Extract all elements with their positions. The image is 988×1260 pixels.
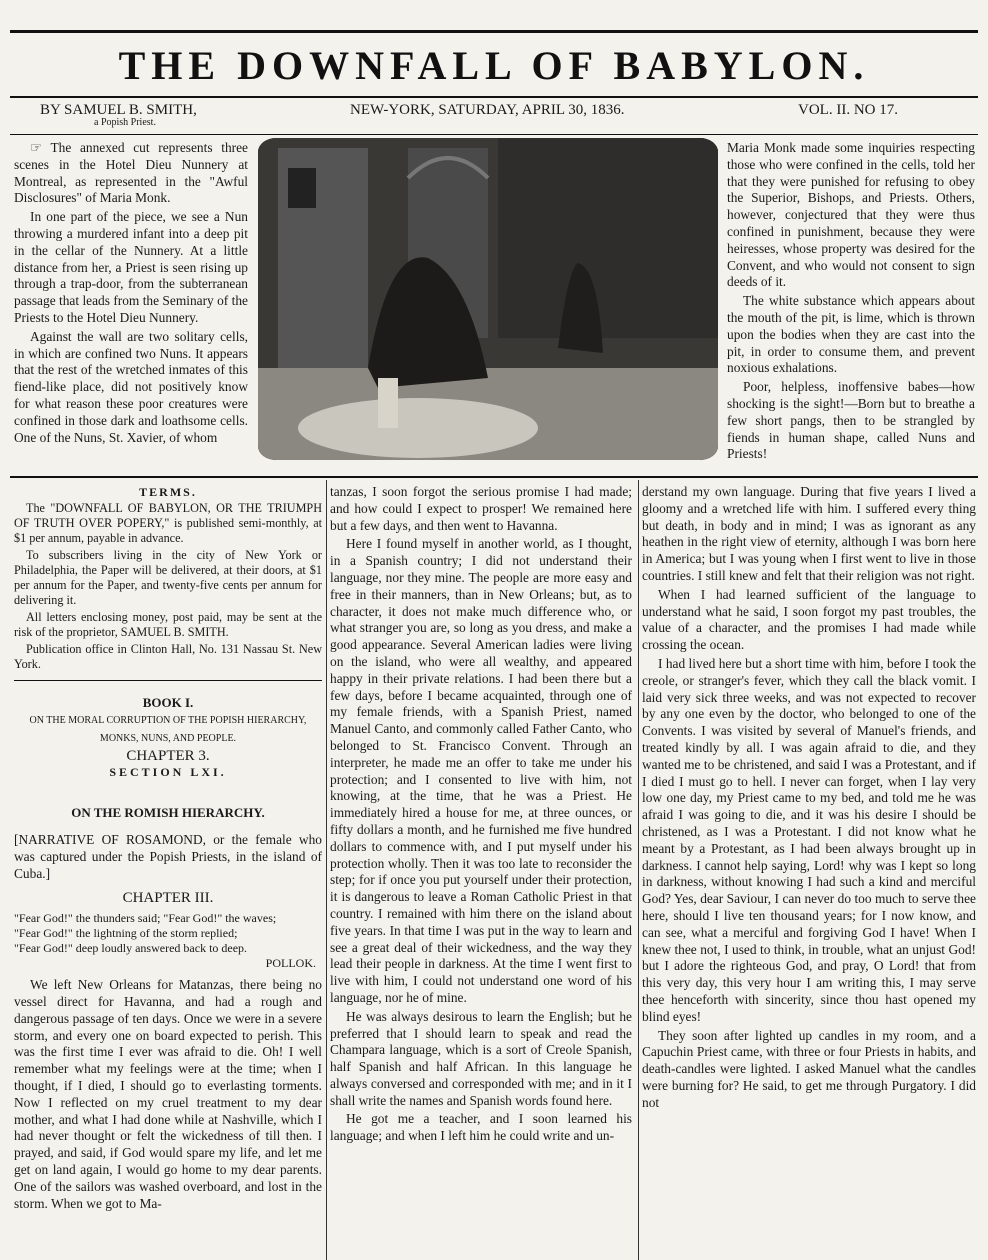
terms-rule [14,680,322,681]
engraving-svg [258,138,718,460]
dateline: NEW-YORK, SATURDAY, APRIL 30, 1836. [350,102,625,118]
section-rule [10,476,978,478]
author-sub: a Popish Priest. [94,117,156,128]
column-2-para: He was always desirous to learn the English; but he preferred that I should learn to speak and read the Champara language, which is a sort of Creole Spanish, half Spanish and half African. In this language he always conversed and corresponded with me; and in it I shall write the names and Spanish words found here. [330,1008,632,1108]
top-left-para: ☞ The annexed cut represents three scenes in the Hotel Dieu Nunnery at Montreal, as represented in the "Awful Disclosures" of Maria Monk. [14,140,248,206]
column-3 [642,484,976,1260]
narrative-intro: [NARRATIVE OF ROSAMOND, or the female who was captured under the Popish Priests, in the island of Cuba.] [14,831,322,881]
meta-rule [10,134,978,135]
column-1-body: We left New Orleans for Matanzas, there being no vessel direct for Havanna, and had a rough and dangerous passage of ten days. Once we were in a severe storm, and every one on board expected to perish. This was the first time I ever was afraid to die. Oh! I well remember what my feelings were at the time; when I thought, if I died, I should go to everlasting torments. Now I reflected on my cruel treatment to my dear mother, and what I had done while at Nashville, which I had never thought or felt the wickedness of till then. I prayed, and said, if God would spare my life, and let me get on land again, I would go home to my dear parents. One of the sailors was washed overboard, and lost in the storm. When we got to Ma- [14,977,322,1211]
terms-para: Publication office in Clinton Hall, No. 131 Nassau St. New York. [14,641,322,671]
lime-pit [298,398,538,458]
chapter-roman: CHAPTER III. [122,890,214,907]
column-2 [330,484,632,1260]
book-subtitle: ON THE MORAL CORRUPTION OF THE POPISH HIERARCHY, MONKS, NUNS, AND PEOPLE. [29,714,307,744]
terms-para: All letters enclosing money, post paid, may be sent at the risk of the proprietor, SAMUEL B. SMITH. [14,609,322,639]
column-divider-2 [638,480,639,1260]
column-divider-1 [326,480,327,1260]
verse-line: "Fear God!" the thunders said; "Fear God!" the waves; [14,911,277,926]
terms-para: To subscribers living in the city of New York or Philadelphia, the Paper will be delivered, at their doors, at $1 per annum for the Paper, and twenty-five cents per annum for delivering it. [14,547,322,607]
column-3-para: They soon after lighted up candles in my room, and a Capuchin Priest came, with three or four Priests in habits, and death-candles were lighted. I asked Manuel what the candles were burning for? He said, to get me through Purgatory. I did not [642,1027,976,1110]
verse-author: POLLOK. [265,956,316,971]
author: BY SAMUEL B. SMITH, [40,102,197,118]
top-rule [10,30,978,33]
terms-para: The "DOWNFALL OF BABYLON, OR THE TRIUMPH OF TRUTH OVER POPERY," is published semi-monthly, at $1 per annum, payable in advance. [14,500,322,545]
infant-figure [378,378,398,428]
terms-heading: TERMS. [139,485,197,499]
engraving-illustration [258,138,718,460]
column-3-para: derstand my own language. During that five years I lived a gloomy and a wretched life with him. I suffered every thing but death, in body and in mind; I was as ignorant as any heathen in the right view of eternity, although I was born here in America; but I was young when I first went to live in those countries. I still knew and felt that their religion was not right. [642,484,976,583]
book-title: BOOK I. [142,694,194,710]
verse-block [14,911,322,971]
top-right-para: The white substance which appears about the mouth of the pit, is lime, which is thrown upon the bodies when they are cast into the pit, in order to consume them, and prevent noxious exhalations. [727,293,975,376]
column-2-para: He got me a teacher, and I soon learned his language; and when I left him he could write and un- [330,1111,632,1144]
top-left-column [14,140,248,465]
byline [40,102,197,128]
section-number: SECTION LXI. [109,765,227,780]
column-3-para: I had lived here but a short time with him, before I took the creole, or stranger's fever, which they call the black vomit. I laid very sick three weeks, and was not expected to recover by any one even by the doctor, who belonged to one of the Convents. I was visited by several of Manuel's friends, and treated kindly by all. I was again afraid to die, and they wanted me to be christened, and said I was a Protestant, and if I died I must go to hell. I never can forget, when I lay very low one day, my Priest came to my bed, and told me he was afraid I was going to die, and it was his desire I should be christened, as I was a Protestant. I did not know what he meant by a Protestant, as I had been always brought up in darkness. I cannot help saying, Lord! why was I kept so long in darkness, without knowing I had such a kind and merciful God? Yes, dear Saviour, I can never do too much to serve thee here, should I live ten thousand years; for I now know, and can see, what a merciful and forgiving God I have! When I knew thee not, I used to think, in trouble, what an unjust God! but I adore the righteous God, and pray, O Lord! that from this very day, this very hour I am writing this, I may serve thee henceforth with sincerity, since thou hast opened my blind eyes! [642,655,976,1024]
top-right-para: Maria Monk made some inquiries respecting those who were confined in the cells, told her that they were punished for refusing to obey the Superior, Bishops, and Priests. Others, however, conjectured that they were thus confined in punishment, because they were heiresses, whose property was desired for the Convent, and who would not consent to sign deeds of it. [727,140,975,290]
volume: VOL. II. NO 17. [798,102,898,118]
article-title: ON THE ROMISH HIERARCHY. [71,805,265,821]
verse-line: "Fear God!" the lightning of the storm replied; [14,926,238,941]
column-1 [14,484,322,1260]
column-3-para: When I had learned sufficient of the language to understand what he said, I soon forgot my past troubles, the value of a character, and the promises I had made while crossing the ocean. [642,586,976,653]
top-right-para: Poor, helpless, inoffensive babes—how shocking is the sight!—Born but to breathe a few short pangs, then to be strangled by fiends in human shape, called Nuns and Priests! [727,379,975,462]
column-2-para: tanzas, I soon forgot the serious promise I had made; and how could I expect to prosper! We remained here but a few days, and then went to Havanna. [330,484,632,533]
verse-line: "Fear God!" deep loudly answered back to deep. [14,941,248,956]
top-left-para: In one part of the piece, we see a Nun throwing a murdered infant into a deep pit in the cellar of the Nunnery. At a little distance from her, a Priest is seen rising up through a trap-door, from the subterranean passage that leads from the Seminary of the Priests to the Hotel Dieu Nunnery. [14,209,248,325]
masthead-rule [10,96,978,98]
column-2-para: Here I found myself in another world, as I thought, in a Spanish country; I did not understand their language, nor they mine. The people are more easy and free in their manners, than in New Orleans; but, as to character, it does not make much difference who, or what stranger you are, so long as you dress, and make a good appearance. Several American ladies were living on the island, who were all wealthy, and appeared happy in their private relations. I had been there but a few days, before I became acquainted, through one of my female friends, with a Spanish Priest, named Manuel Canto, and commonly called Father Canto, who belonged to St. Francisco Convent. Through an interpreter, he made me an offer to take me under his protection; and I consented to live with him, not knowing, at the time, that he was a Priest. He immediately hired a house for me, at three ounces, or fifty dollars a month, and he furnished me five hundred dollars to commence with, and I put myself under his protection wholly. Then it was too late to reconsider the step; for if once you put yourself under their protection, it is dangerous to leave a Roman Catholic Priest in that country. I remained with him there on the island about five years. In that time I was put in the way to learn and see a great deal of their wickedness, and the way they lead their people in darkness. At the time I went first to live with him, I could not understand one word of his language, nor he of mine. [330,536,632,1005]
chapter-number: CHAPTER 3. [126,747,210,764]
top-left-para: Against the wall are two solitary cells, in which are confined two Nuns. It appears that the rest of the wretched inmates of this fiend-like place, did not positively know for what reason these poor creatures were confined in those dark and loathsome cells. One of the Nuns, St. Xavier, of whom [14,328,248,445]
terms-block [14,501,322,672]
masthead-title: THE DOWNFALL OF BABYLON. [118,43,870,88]
top-right-column [727,140,975,480]
